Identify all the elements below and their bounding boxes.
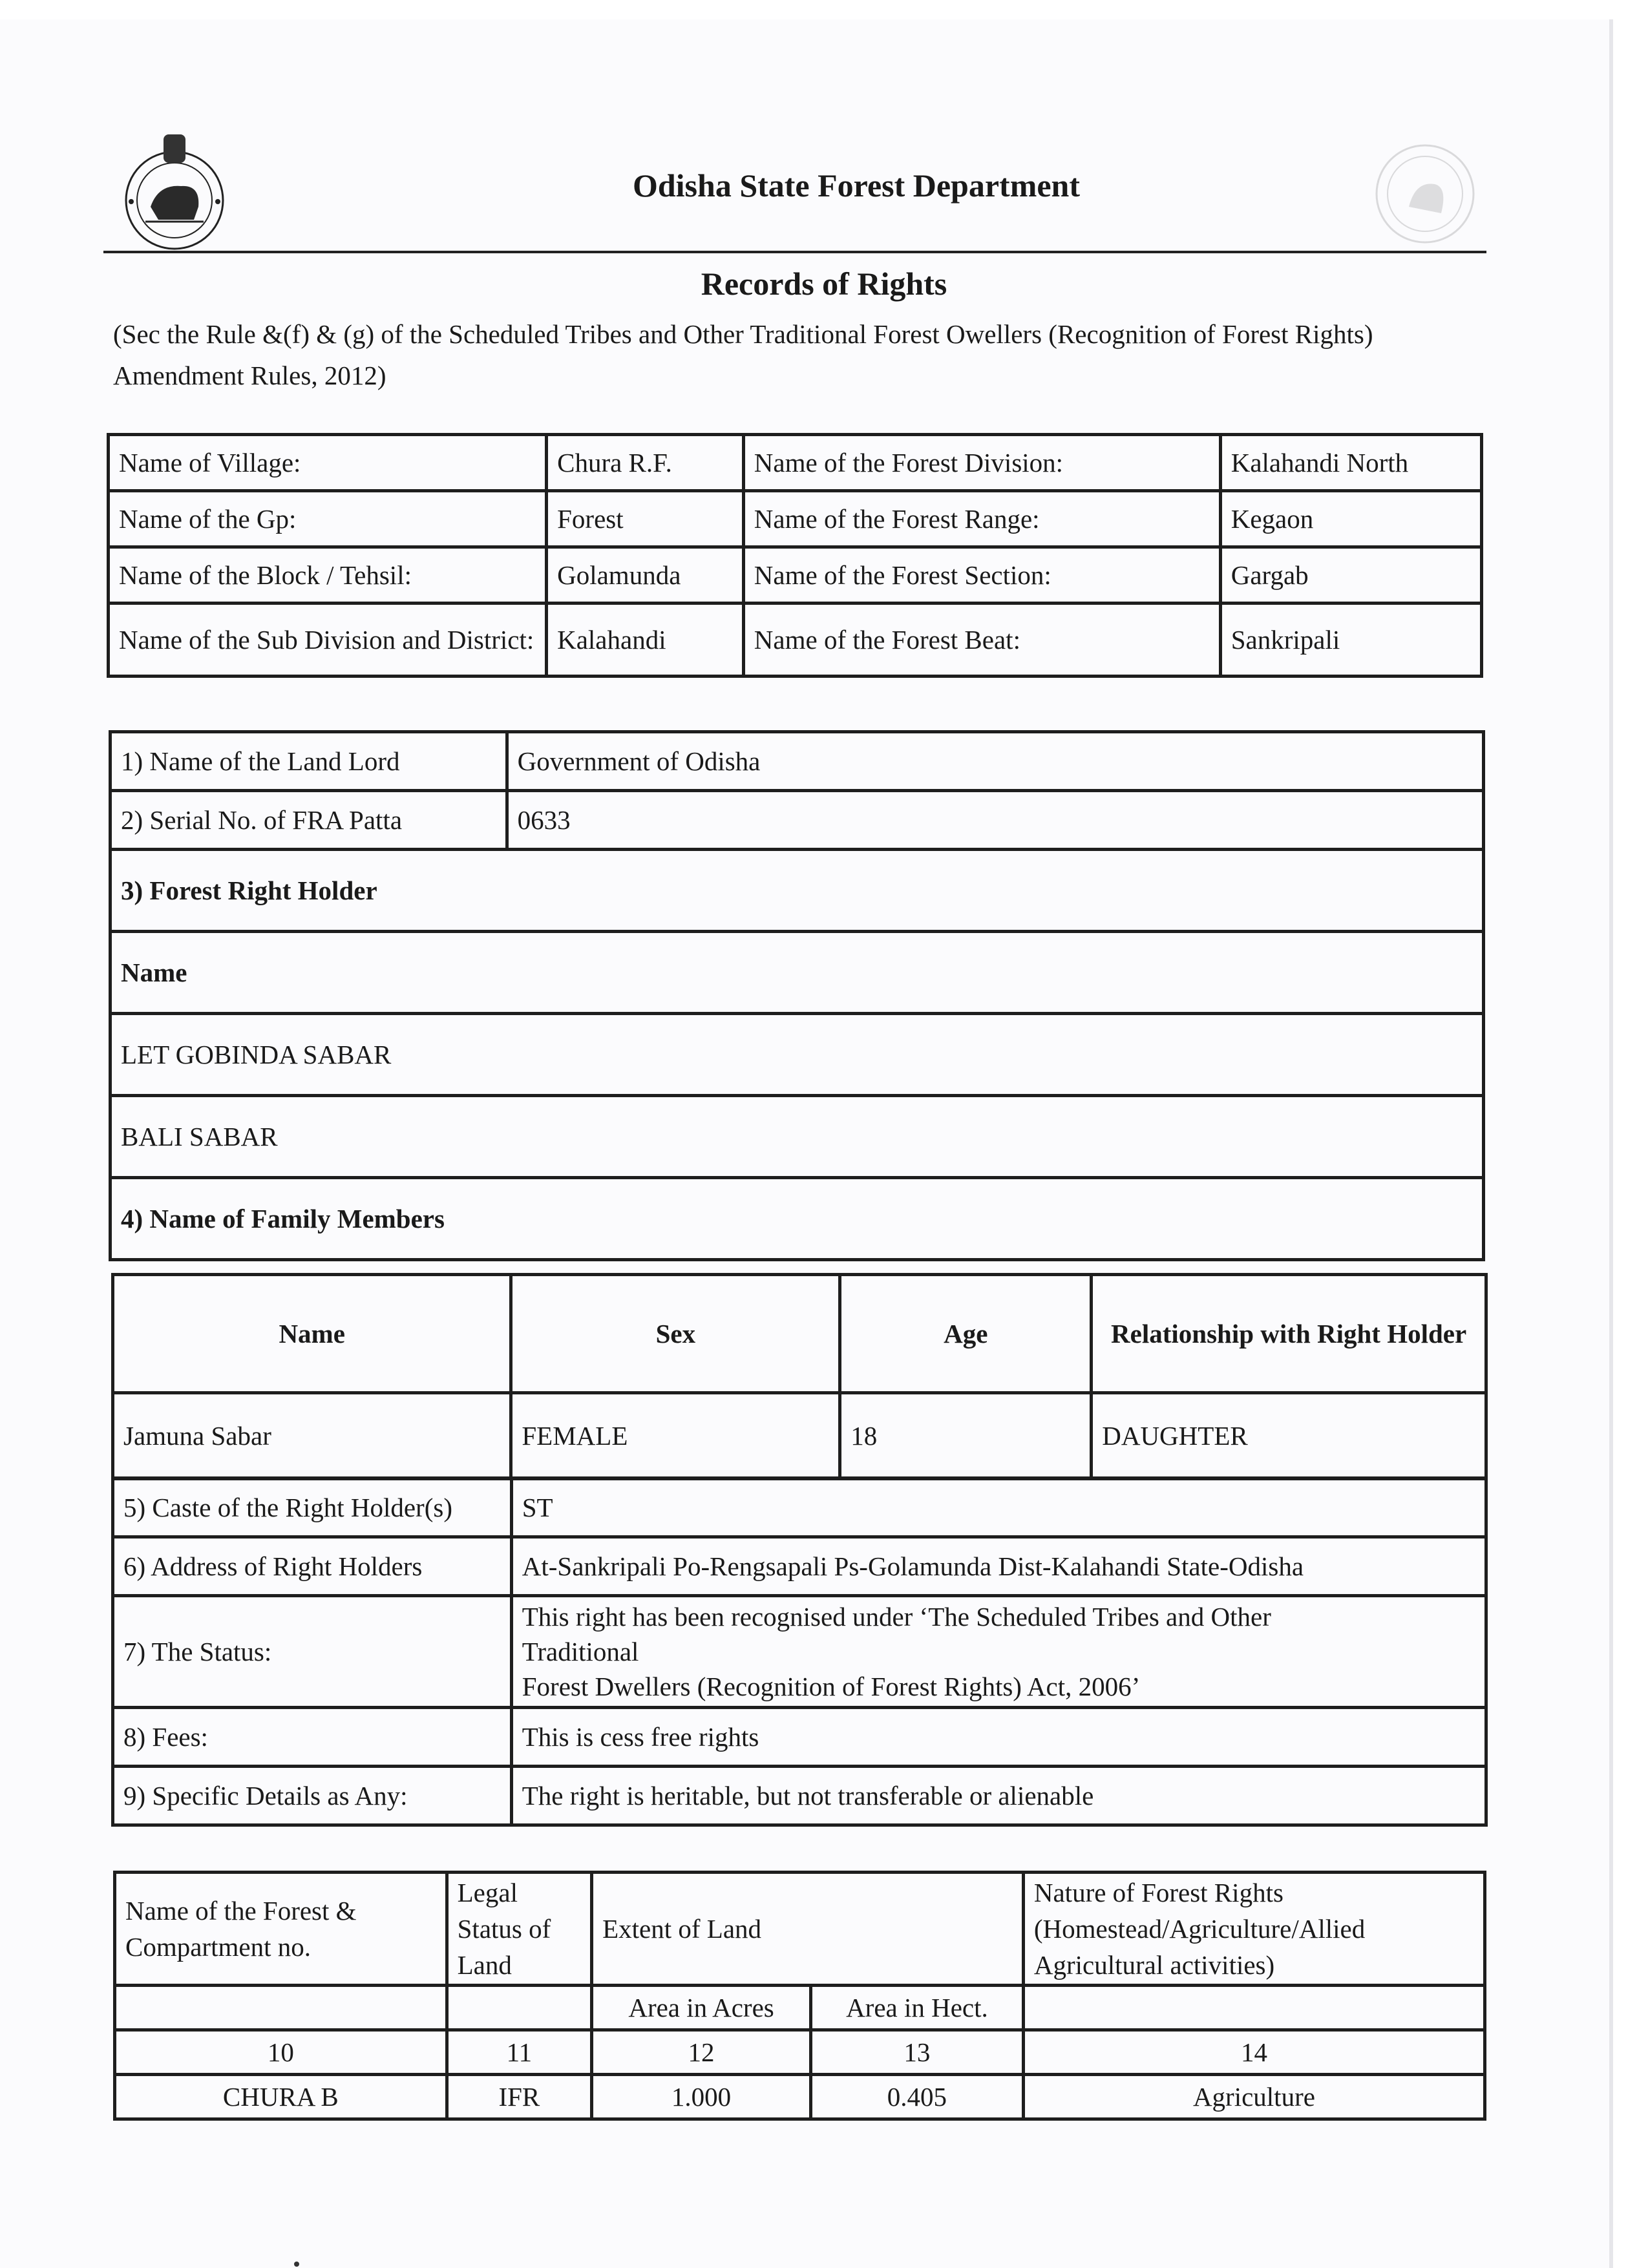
forest-beat-label: Name of the Forest Beat: xyxy=(743,604,1220,677)
family-table xyxy=(111,1273,1488,1480)
empty-cell xyxy=(115,1986,447,2030)
legal-status-header: Legal Status of Land xyxy=(447,1873,592,1986)
column-number: 14 xyxy=(1023,2030,1484,2075)
member-relationship: DAUGHTER xyxy=(1092,1393,1486,1479)
forest-division-label: Name of the Forest Division: xyxy=(743,435,1220,491)
forest-section-value: Gargab xyxy=(1220,547,1481,604)
header-divider xyxy=(103,251,1486,253)
family-col-name: Name xyxy=(113,1275,511,1393)
document-page xyxy=(0,19,1613,2268)
document-subtitle: (Sec the Rule &(f) & (g) of the Scheduled Tribes and Other Traditional Forest Owellers (Recognition of Forest Rights) Amendment Rules, 2012) xyxy=(113,319,1373,390)
column-number: 10 xyxy=(115,2030,447,2075)
location-row xyxy=(109,435,1482,491)
serial-row xyxy=(111,791,1484,850)
status-label: 7) The Status: xyxy=(113,1596,512,1708)
gp-label: Name of the Gp: xyxy=(109,491,547,547)
column-number: 13 xyxy=(810,2030,1023,2075)
right-holder-name: LET GOBINDA SABAR xyxy=(111,1014,1484,1096)
forest-range-label: Name of the Forest Range: xyxy=(743,491,1220,547)
details-table xyxy=(111,1476,1488,1827)
right-holder-name: BALI SABAR xyxy=(111,1096,1484,1178)
serial-label: 2) Serial No. of FRA Patta xyxy=(111,791,507,850)
land-subheader-row xyxy=(115,1986,1485,2030)
land-lord-value: Government of Odisha xyxy=(507,732,1483,791)
village-value: Chura R.F. xyxy=(547,435,744,491)
address-value: At-Sankripali Po-Rengsapali Ps-Golamunda Dist-Kalahandi State-Odisha xyxy=(511,1537,1486,1596)
specific-details-value: The right is heritable, but not transferable or alienable xyxy=(511,1767,1486,1825)
family-header-row xyxy=(113,1275,1486,1393)
location-row xyxy=(109,491,1482,547)
forest-beat-value: Sankripali xyxy=(1220,604,1481,677)
block-label: Name of the Block / Tehsil: xyxy=(109,547,547,604)
forest-name-header: Name of the Forest & Compartment no. xyxy=(115,1873,447,1986)
sub-division-value: Kalahandi xyxy=(547,604,744,677)
area-acres-header: Area in Acres xyxy=(592,1986,811,2030)
area-hect-value: 0.405 xyxy=(810,2075,1023,2119)
fees-value: This is cess free rights xyxy=(511,1708,1486,1767)
forest-division-value: Kalahandi North xyxy=(1220,435,1481,491)
department-title: Odisha State Forest Department xyxy=(632,167,1081,204)
extent-header: Extent of Land xyxy=(592,1873,1024,1986)
land-header-row xyxy=(115,1873,1485,1986)
block-value: Golamunda xyxy=(547,547,744,604)
location-row xyxy=(109,604,1482,677)
detail-row xyxy=(113,1537,1486,1596)
land-lord-row xyxy=(111,732,1484,791)
document-title: Records of Rights xyxy=(701,266,947,302)
forest-name-value: CHURA B xyxy=(115,2075,447,2119)
land-lord-label: 1) Name of the Land Lord xyxy=(111,732,507,791)
status-line: This right has been recognised under ‘The Scheduled Tribes and Other xyxy=(522,1602,1271,1632)
right-holder-heading: 3) Forest Right Holder xyxy=(111,850,1484,932)
detail-row xyxy=(113,1478,1486,1537)
gp-value: Forest xyxy=(547,491,744,547)
caste-label: 5) Caste of the Right Holder(s) xyxy=(113,1478,512,1537)
status-value xyxy=(511,1596,1486,1708)
area-hect-header: Area in Hect. xyxy=(810,1986,1023,2030)
family-col-sex: Sex xyxy=(511,1275,840,1393)
status-line: Forest Dwellers (Recognition of Forest Rights) Act, 2006’ xyxy=(522,1672,1141,1701)
village-label: Name of Village: xyxy=(109,435,547,491)
land-table xyxy=(113,1871,1486,2121)
forest-range-value: Kegaon xyxy=(1220,491,1481,547)
family-col-age: Age xyxy=(840,1275,1092,1393)
nature-header: Nature of Forest Rights (Homestead/Agriculture/Allied Agricultural activities) xyxy=(1023,1873,1484,1986)
address-label: 6) Address of Right Holders xyxy=(113,1537,512,1596)
location-row xyxy=(109,547,1482,604)
fees-label: 8) Fees: xyxy=(113,1708,512,1767)
empty-cell xyxy=(447,1986,592,2030)
family-col-relationship: Relationship with Right Holder xyxy=(1092,1275,1486,1393)
land-number-row xyxy=(115,2030,1485,2075)
serial-value: 0633 xyxy=(507,791,1483,850)
forest-section-label: Name of the Forest Section: xyxy=(743,547,1220,604)
member-age: 18 xyxy=(840,1393,1092,1479)
member-sex: FEMALE xyxy=(511,1393,840,1479)
location-table xyxy=(107,433,1483,678)
area-acres-value: 1.000 xyxy=(592,2075,811,2119)
name-heading: Name xyxy=(111,932,1484,1014)
member-name: Jamuna Sabar xyxy=(113,1393,511,1479)
caste-value: ST xyxy=(511,1478,1486,1537)
detail-row xyxy=(113,1708,1486,1767)
legal-status-value: IFR xyxy=(447,2075,592,2119)
nature-value: Agriculture xyxy=(1023,2075,1484,2119)
family-heading: 4) Name of Family Members xyxy=(111,1178,1484,1260)
specific-details-label: 9) Specific Details as Any: xyxy=(113,1767,512,1825)
scan-speck xyxy=(294,2262,299,2267)
empty-cell xyxy=(1023,1986,1484,2030)
holder-table xyxy=(109,730,1485,1261)
status-line: Traditional xyxy=(522,1637,639,1666)
land-row xyxy=(115,2075,1485,2119)
column-number: 12 xyxy=(592,2030,811,2075)
detail-row xyxy=(113,1767,1486,1825)
detail-row xyxy=(113,1596,1486,1708)
family-row xyxy=(113,1393,1486,1479)
column-number: 11 xyxy=(447,2030,592,2075)
sub-division-label: Name of the Sub Division and District: xyxy=(109,604,547,677)
